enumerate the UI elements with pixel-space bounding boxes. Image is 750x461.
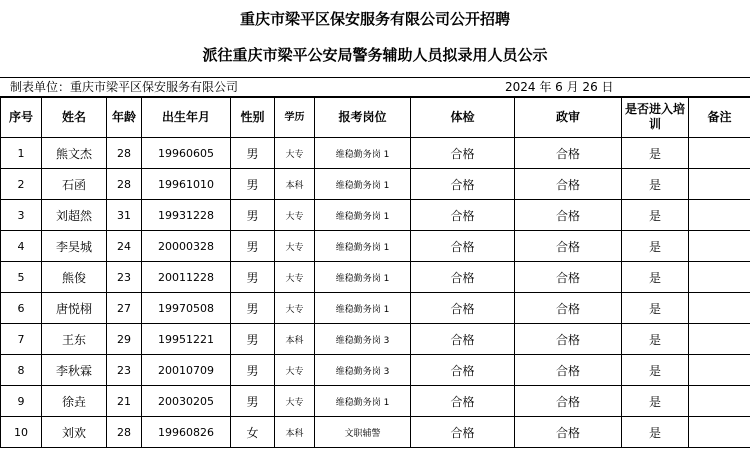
cell-age: 28 <box>107 417 142 448</box>
cell-physical: 合格 <box>411 262 515 293</box>
cell-physical: 合格 <box>411 169 515 200</box>
table-row <box>1 138 750 169</box>
cell-edu: 大专 <box>275 386 315 417</box>
cell-age: 24 <box>107 231 142 262</box>
cell-gender: 男 <box>231 355 275 386</box>
cell-age: 28 <box>107 169 142 200</box>
cell-political: 合格 <box>515 169 622 200</box>
hire-roster-table <box>0 96 750 448</box>
issue-date: 2024 年 6 月 26 日 <box>505 80 614 94</box>
cell-birth: 20000328 <box>142 231 231 262</box>
table-row <box>1 200 750 231</box>
cell-birth: 20030205 <box>142 386 231 417</box>
table-body <box>1 138 750 448</box>
cell-age: 23 <box>107 262 142 293</box>
cell-training: 是 <box>622 231 689 262</box>
table-row <box>1 355 750 386</box>
table-row <box>1 324 750 355</box>
cell-gender: 男 <box>231 138 275 169</box>
col-header-remark: 备注 <box>689 97 750 138</box>
cell-political: 合格 <box>515 138 622 169</box>
table-row <box>1 231 750 262</box>
cell-position: 维稳勤务岗 1 <box>315 231 411 262</box>
col-header-no: 序号 <box>1 97 42 138</box>
cell-edu: 大专 <box>275 231 315 262</box>
cell-training: 是 <box>622 138 689 169</box>
cell-physical: 合格 <box>411 324 515 355</box>
cell-edu: 本科 <box>275 417 315 448</box>
cell-remark <box>689 200 750 231</box>
cell-position: 维稳勤务岗 1 <box>315 138 411 169</box>
cell-name: 刘欢 <box>42 417 107 448</box>
cell-physical: 合格 <box>411 231 515 262</box>
cell-age: 28 <box>107 138 142 169</box>
cell-physical: 合格 <box>411 355 515 386</box>
cell-political: 合格 <box>515 386 622 417</box>
cell-political: 合格 <box>515 200 622 231</box>
cell-position: 维稳勤务岗 1 <box>315 200 411 231</box>
cell-edu: 大专 <box>275 200 315 231</box>
cell-no: 5 <box>1 262 42 293</box>
col-header-name: 姓名 <box>42 97 107 138</box>
cell-birth: 19960826 <box>142 417 231 448</box>
cell-gender: 男 <box>231 200 275 231</box>
cell-edu: 大专 <box>275 355 315 386</box>
cell-physical: 合格 <box>411 417 515 448</box>
cell-position: 维稳勤务岗 1 <box>315 386 411 417</box>
cell-birth: 20010709 <box>142 355 231 386</box>
cell-remark <box>689 293 750 324</box>
cell-no: 9 <box>1 386 42 417</box>
cell-training: 是 <box>622 417 689 448</box>
cell-remark <box>689 355 750 386</box>
cell-remark <box>689 262 750 293</box>
cell-political: 合格 <box>515 417 622 448</box>
col-header-training: 是否进入培训 <box>622 97 689 138</box>
cell-birth: 19960605 <box>142 138 231 169</box>
cell-name: 徐垚 <box>42 386 107 417</box>
cell-gender: 女 <box>231 417 275 448</box>
cell-training: 是 <box>622 386 689 417</box>
cell-training: 是 <box>622 355 689 386</box>
cell-name: 石函 <box>42 169 107 200</box>
cell-birth: 19970508 <box>142 293 231 324</box>
table-row <box>1 169 750 200</box>
cell-name: 李秋霖 <box>42 355 107 386</box>
page-title: 重庆市梁平区保安服务有限公司公开招聘 <box>239 10 510 28</box>
cell-position: 维稳勤务岗 3 <box>315 324 411 355</box>
cell-training: 是 <box>622 200 689 231</box>
cell-name: 熊俊 <box>42 262 107 293</box>
page-subtitle: 派往重庆市梁平公安局警务辅助人员拟录用人员公示 <box>202 46 548 64</box>
cell-no: 2 <box>1 169 42 200</box>
cell-remark <box>689 231 750 262</box>
cell-name: 熊文杰 <box>42 138 107 169</box>
cell-position: 维稳勤务岗 1 <box>315 293 411 324</box>
cell-remark <box>689 169 750 200</box>
cell-position: 维稳勤务岗 3 <box>315 355 411 386</box>
col-header-physical: 体检 <box>411 97 515 138</box>
cell-physical: 合格 <box>411 386 515 417</box>
cell-position: 维稳勤务岗 1 <box>315 262 411 293</box>
cell-gender: 男 <box>231 262 275 293</box>
col-header-edu: 学历 <box>275 97 315 138</box>
cell-training: 是 <box>622 324 689 355</box>
cell-remark <box>689 138 750 169</box>
cell-physical: 合格 <box>411 138 515 169</box>
cell-gender: 男 <box>231 169 275 200</box>
cell-position: 维稳勤务岗 1 <box>315 169 411 200</box>
meta-bar <box>0 77 750 98</box>
cell-age: 21 <box>107 386 142 417</box>
cell-training: 是 <box>622 169 689 200</box>
table-row <box>1 417 750 448</box>
cell-no: 8 <box>1 355 42 386</box>
col-header-gender: 性别 <box>231 97 275 138</box>
cell-no: 7 <box>1 324 42 355</box>
cell-name: 王东 <box>42 324 107 355</box>
table-header-row <box>1 97 750 138</box>
cell-political: 合格 <box>515 262 622 293</box>
cell-political: 合格 <box>515 293 622 324</box>
cell-political: 合格 <box>515 231 622 262</box>
cell-birth: 19951221 <box>142 324 231 355</box>
cell-gender: 男 <box>231 386 275 417</box>
cell-edu: 大专 <box>275 138 315 169</box>
cell-no: 3 <box>1 200 42 231</box>
col-header-age: 年龄 <box>107 97 142 138</box>
cell-no: 1 <box>1 138 42 169</box>
table-row <box>1 386 750 417</box>
cell-edu: 本科 <box>275 169 315 200</box>
cell-edu: 大专 <box>275 293 315 324</box>
table-row <box>1 293 750 324</box>
cell-physical: 合格 <box>411 200 515 231</box>
col-header-political: 政审 <box>515 97 622 138</box>
cell-birth: 19961010 <box>142 169 231 200</box>
cell-name: 刘超然 <box>42 200 107 231</box>
cell-remark <box>689 417 750 448</box>
cell-position: 文职辅警 <box>315 417 411 448</box>
cell-name: 唐悦栩 <box>42 293 107 324</box>
issuing-unit: 制表单位：重庆市梁平区保安服务有限公司 <box>10 80 239 94</box>
cell-birth: 20011228 <box>142 262 231 293</box>
col-header-position: 报考岗位 <box>315 97 411 138</box>
cell-edu: 本科 <box>275 324 315 355</box>
cell-edu: 大专 <box>275 262 315 293</box>
cell-training: 是 <box>622 293 689 324</box>
cell-remark <box>689 324 750 355</box>
cell-no: 10 <box>1 417 42 448</box>
cell-physical: 合格 <box>411 293 515 324</box>
cell-name: 李昊城 <box>42 231 107 262</box>
cell-age: 27 <box>107 293 142 324</box>
cell-gender: 男 <box>231 324 275 355</box>
cell-birth: 19931228 <box>142 200 231 231</box>
table-row <box>1 262 750 293</box>
cell-training: 是 <box>622 262 689 293</box>
cell-no: 4 <box>1 231 42 262</box>
cell-age: 23 <box>107 355 142 386</box>
cell-age: 29 <box>107 324 142 355</box>
col-header-birth: 出生年月 <box>142 97 231 138</box>
cell-political: 合格 <box>515 324 622 355</box>
cell-gender: 男 <box>231 231 275 262</box>
cell-no: 6 <box>1 293 42 324</box>
cell-gender: 男 <box>231 293 275 324</box>
cell-age: 31 <box>107 200 142 231</box>
cell-remark <box>689 386 750 417</box>
cell-political: 合格 <box>515 355 622 386</box>
